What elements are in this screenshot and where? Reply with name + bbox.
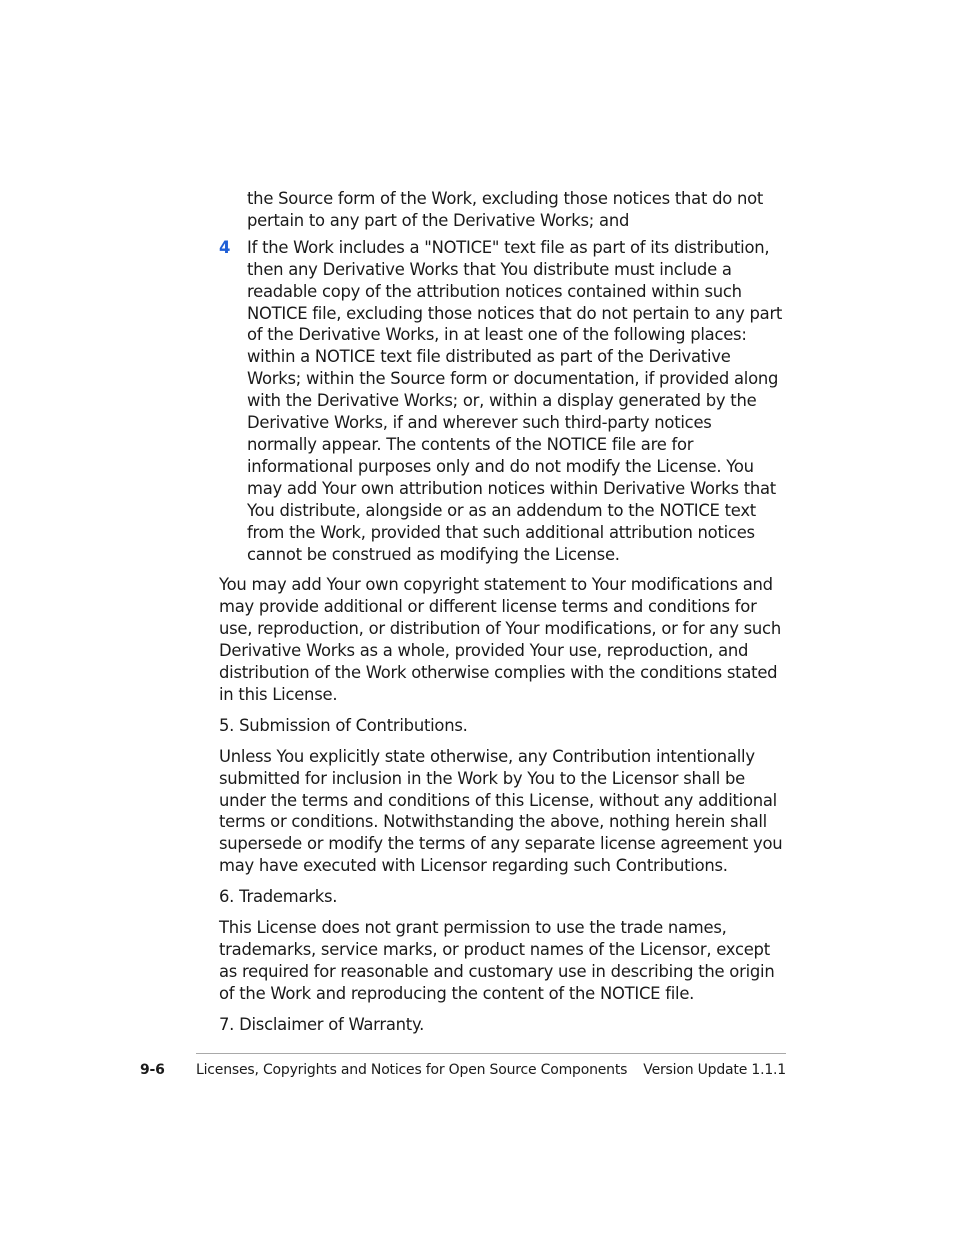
list-item-text: If the Work includes a "NOTICE" text file as part of its distribution, then any Derivative Works that You distribute must include a readable copy of the attribution notices contained within such NOTICE file, excluding those notices that do not pertain to any part of the Derivative Works, in at least one of the following places: within a NOTICE text file distributed as part of the Derivative Works; within the Source form or documentation, if provided along with the Derivative Works; or, within a display generated by the Derivative Works, if and wherever such third-party notices normally appear. The contents of the NOTICE file are for informational purposes only and do not modify the License. You may add Your own attribution notices within Derivative Works that You distribute, alongside or as an addendum to the NOTICE text from the Work, provided that such additional attribution notices cannot be construed as modifying the License. xyxy=(247,237,783,564)
continuation-paragraph: the Source form of the Work, excluding those notices that do not pertain to any part of the Derivative Works; and xyxy=(247,189,764,230)
document-body xyxy=(219,188,785,1045)
list-item-4 xyxy=(219,237,785,566)
section-heading-disclaimer: 7. Disclaimer of Warranty. xyxy=(219,1014,425,1034)
section-heading-submission: 5. Submission of Contributions. xyxy=(219,715,468,735)
list-number: 4 xyxy=(219,237,231,257)
footer-version: Version Update 1.1.1 xyxy=(643,1062,786,1078)
footer-divider xyxy=(196,1053,786,1054)
trademarks-paragraph: This License does not grant permission to use the trade names, trademarks, service marks, or product names of the Licensor, except as required for reasonable and customary use in describing the origin of the Work and reproducing the content of the NOTICE file. xyxy=(219,918,775,1003)
section-heading-trademarks: 6. Trademarks. xyxy=(219,887,338,907)
page-number: 9-6 xyxy=(140,1062,165,1078)
submission-paragraph: Unless You explicitly state otherwise, any Contribution intentionally submitted for inclusion in the Work by You to the Licensor shall be under the terms and conditions of this License, without any additional terms or conditions. Notwithstanding the above, nothing herein shall supersede or modify the terms of any separate license agreement you may have executed with Licensor regarding such Contributions. xyxy=(219,746,783,876)
footer-title: Licenses, Copyrights and Notices for Open Source Components xyxy=(196,1062,628,1078)
copyright-paragraph: You may add Your own copyright statement to Your modifications and may provide additional or different license terms and conditions for use, reproduction, or distribution of Your modifications, or for any such Derivative Works as a whole, provided Your use, reproduction, and distribution of the Work otherwise complies with the conditions stated in this License. xyxy=(219,575,781,704)
